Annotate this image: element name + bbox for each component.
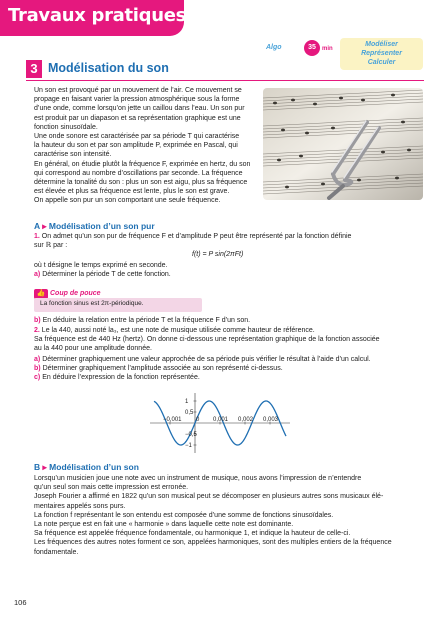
y-tick-label: −1 xyxy=(185,443,192,449)
part-a-heading: A ▸ Modélisation d’un son pur xyxy=(34,221,155,231)
skill-item: Modéliser xyxy=(365,41,398,48)
algo-tag: Algo xyxy=(266,44,282,51)
x-tick-label: 0 xyxy=(196,417,200,423)
part-b-heading: B ▸ Modélisation d’un son xyxy=(34,462,139,472)
skill-item: Calculer xyxy=(367,59,396,66)
question-2abc: a) Déterminer graphiquement une valeur approchée de sa période puis vérifier le résultat à l’aide d’un calcul. b) Déterminer graphiquement l’amplitude associée au son représenté ci-dessus. c) En déduire l’expression de la fonction représentée. xyxy=(34,356,371,382)
part-b-text: Lorsqu’un musicien joue une note avec un instrument de musique, nous avons l’impression de n’entendre qu’un seul son mais cette impression est erronée. Joseph Fourier a affirmé en 1822 qu’un son musical peut se décomposer en plusieurs autres sons musicaux élé- mentaires appelés sons purs. La fonction f représentant le son entendu est composée d’une somme de fonctions sinusoïdales. La note perçue est en fait une « harmonie » dans laquelle cette note est dominante. Sa fréquence est appelée fréquence fondamentale, ou harmonique 1, et indique la hauteur de celle-ci. Les fréquences des autres notes forment ce son, appelées harmoniques, sont des multiples entiers de la fréquence fondamentale. xyxy=(34,475,392,556)
x-tick-label: 0,002 xyxy=(238,417,254,423)
q1-where: où t désigne le temps exprimé en seconde. xyxy=(34,262,168,269)
formula: f(t) = P sin(2πFt) xyxy=(192,251,244,258)
exercise-number: 3 xyxy=(26,60,42,78)
y-tick-label: 0,5 xyxy=(185,410,194,416)
title-divider xyxy=(26,80,424,81)
thumbs-up-icon: 👍 xyxy=(34,289,48,299)
exercise-title: Modélisation du son xyxy=(48,61,169,75)
x-tick-label: −0,001 xyxy=(163,417,182,423)
sine-graph xyxy=(150,393,290,453)
y-tick-label: −0,5 xyxy=(185,432,197,438)
page-number: 106 xyxy=(14,598,27,607)
x-tick-label: 0,001 xyxy=(213,417,229,423)
question-1a: a) Déterminer la période T de cette fonction. xyxy=(34,271,171,278)
intro-text: Un son est provoqué par un mouvement de l’air. Ce mouvement se propage en faisant varier la pression atmosphérique sous la forme d’une onde, comme lorsqu’on jette un caillou dans l’eau. Un son pur est produit par un diapason et sa représentation graphique est une fonction sinusoïdale. Une onde sonore est caractérisée par sa période T qui caractérise la hauteur du son et par son amplitude P, exprimée en Pascal, qui caractérise son intensité. En général, on étudie plutôt la fréquence F, exprimée en hertz, du son qui correspond au nombre d’oscillations par seconde. La fréquence détermine la tonalité du son : plus un son est aigu, plus sa fréquence est élevée et plus sa fréquence est lente, plus le son est grave. On appelle son pur un son comportant une seule fréquence. xyxy=(34,87,251,205)
x-tick-label: 0,003 xyxy=(263,417,279,423)
page-title: Travaux pratiques xyxy=(8,5,187,26)
timer-unit: min xyxy=(322,46,333,52)
tuning-fork-on-sheet-music-icon xyxy=(263,88,423,200)
tip-label: Coup de pouce xyxy=(50,290,101,297)
skills-box xyxy=(340,38,423,70)
y-tick-label: 1 xyxy=(185,399,189,405)
skill-item: Représenter xyxy=(361,50,402,57)
tip-text: La fonction sinus est 2π-périodique. xyxy=(40,300,144,307)
question-1b: b) En déduire la relation entre la période T et la fréquence F d’un son. xyxy=(34,317,251,324)
question-2: 2. Le la 440, aussi noté la₃, est une note de musique utilisée comme hauteur de référence. Sa fréquence est de 440 Hz (hertz). On donne ci-dessous une représentation graphique de la fonction associée au la 440 pour une amplitude donnée. xyxy=(34,327,380,353)
question-1: 1. On admet qu’un son pur de fréquence F et d’amplitude P peut être représenté par la fonction définie sur ℝ par : xyxy=(34,233,352,250)
timer-icon: 35 xyxy=(304,40,320,56)
